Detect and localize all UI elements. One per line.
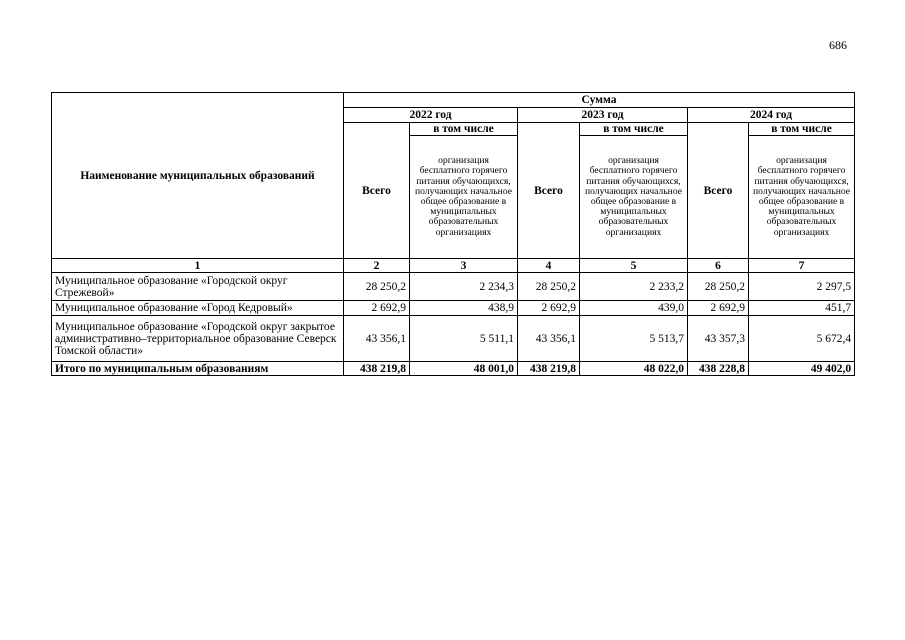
column-number: 4 (518, 259, 580, 273)
name-column-header: Наименование муниципальных образований (52, 93, 344, 259)
total-header-2022: Всего (344, 123, 410, 259)
including-header-2023: в том числе (580, 123, 688, 136)
year-header-2023: 2023 год (518, 108, 688, 123)
table-row (52, 316, 855, 362)
total-value: 438 219,8 (518, 362, 580, 376)
column-number: 3 (410, 259, 518, 273)
total-value: 48 001,0 (410, 362, 518, 376)
municipality-name: Муниципальное образование «Город Кедровый» (52, 301, 344, 316)
including-header-2022: в том числе (410, 123, 518, 136)
value-cell: 2 692,9 (688, 301, 749, 316)
year-header-2022: 2022 год (344, 108, 518, 123)
total-row (52, 362, 855, 376)
value-cell: 2 233,2 (580, 273, 688, 301)
budget-table (51, 92, 855, 376)
value-cell: 2 692,9 (344, 301, 410, 316)
value-cell: 43 357,3 (688, 316, 749, 362)
column-number: 5 (580, 259, 688, 273)
table-row (52, 301, 855, 316)
value-cell: 28 250,2 (518, 273, 580, 301)
value-cell: 451,7 (749, 301, 855, 316)
total-label: Итого по муниципальным образованиям (52, 362, 344, 376)
municipality-name: Муниципальное образование «Городской округ закрытое административно–территориальное образование Северск Томской области» (52, 316, 344, 362)
value-cell: 2 234,3 (410, 273, 518, 301)
column-number: 2 (344, 259, 410, 273)
value-cell: 438,9 (410, 301, 518, 316)
value-cell: 28 250,2 (344, 273, 410, 301)
value-cell: 5 672,4 (749, 316, 855, 362)
subitem-desc-2023: организация бесплатного горячего питания обучающихся, получающих начальное общее образование в муниципальных образовательных организациях (580, 136, 688, 259)
value-cell: 2 692,9 (518, 301, 580, 316)
municipality-name: Муниципальное образование «Городской округ Стрежевой» (52, 273, 344, 301)
column-number: 6 (688, 259, 749, 273)
column-number: 1 (52, 259, 344, 273)
value-cell: 43 356,1 (344, 316, 410, 362)
total-value: 438 219,8 (344, 362, 410, 376)
column-number: 7 (749, 259, 855, 273)
value-cell: 439,0 (580, 301, 688, 316)
page-number: 686 (829, 38, 847, 52)
including-header-2024: в том числе (749, 123, 855, 136)
year-header-2024: 2024 год (688, 108, 855, 123)
value-cell: 5 513,7 (580, 316, 688, 362)
sum-header: Сумма (344, 93, 855, 108)
value-cell: 5 511,1 (410, 316, 518, 362)
total-value: 438 228,8 (688, 362, 749, 376)
total-header-2023: Всего (518, 123, 580, 259)
value-cell: 43 356,1 (518, 316, 580, 362)
value-cell: 2 297,5 (749, 273, 855, 301)
total-value: 49 402,0 (749, 362, 855, 376)
subitem-desc-2022: организация бесплатного горячего питания обучающихся, получающих начальное общее образование в муниципальных образовательных организациях (410, 136, 518, 259)
table-row (52, 273, 855, 301)
total-header-2024: Всего (688, 123, 749, 259)
total-value: 48 022,0 (580, 362, 688, 376)
subitem-desc-2024: организация бесплатного горячего питания обучающихся, получающих начальное общее образование в муниципальных образовательных организациях (749, 136, 855, 259)
value-cell: 28 250,2 (688, 273, 749, 301)
